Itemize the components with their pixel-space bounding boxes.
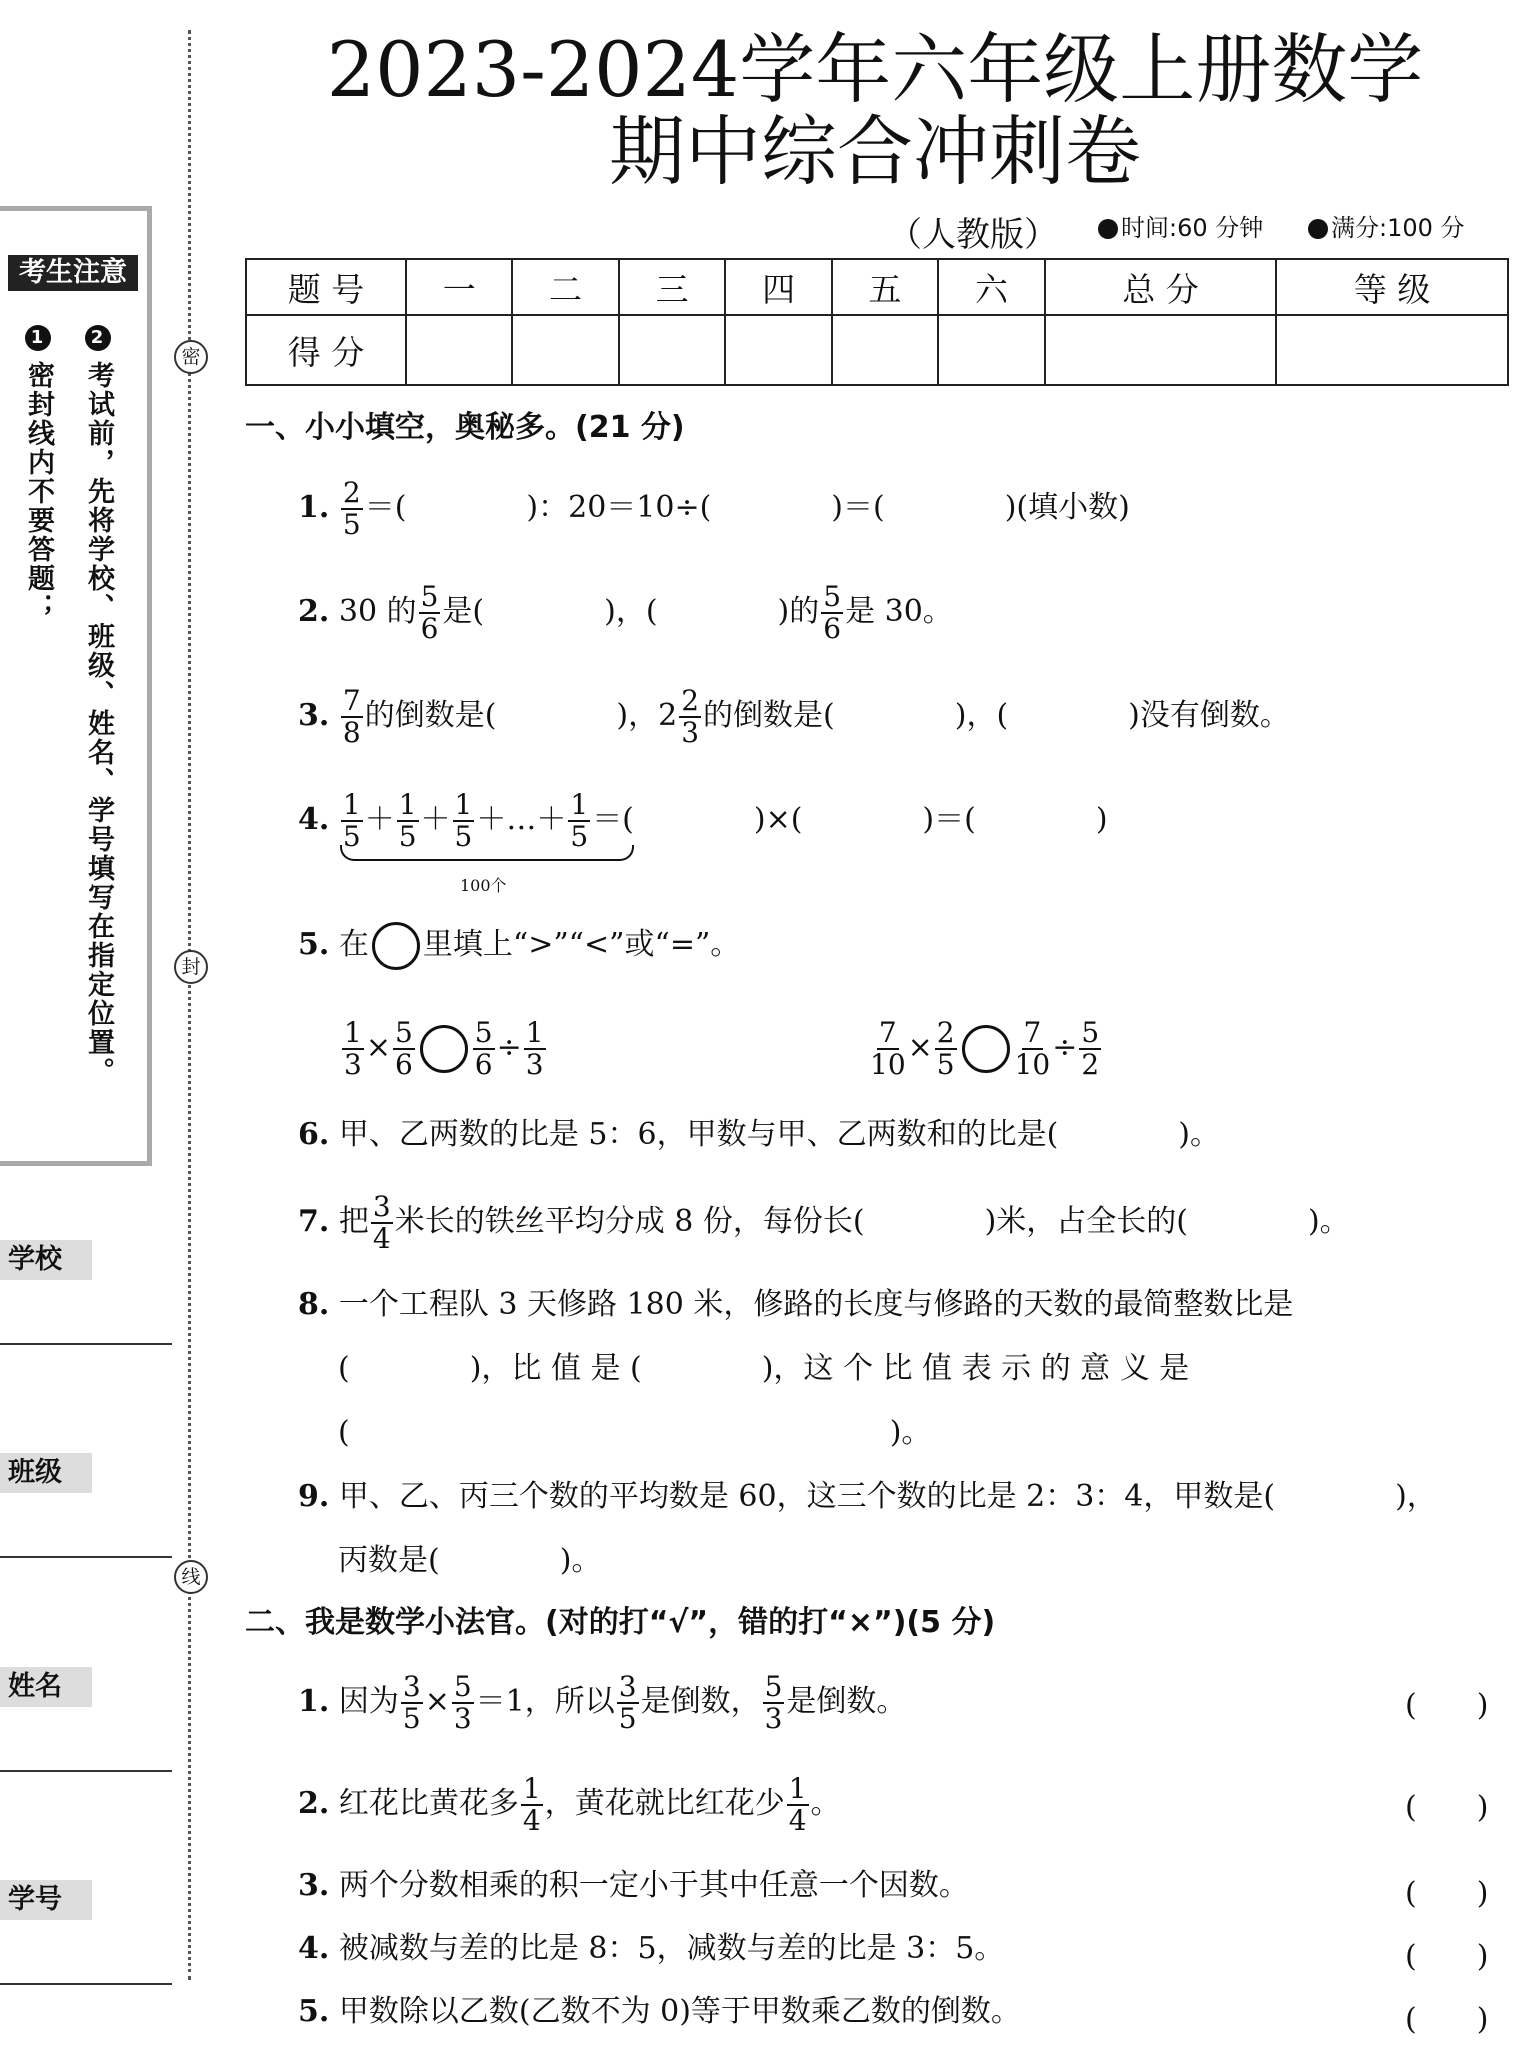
compare-circle[interactable] [962, 1025, 1010, 1073]
table-header: 六 [938, 259, 1044, 315]
school-label: 学校 [0, 1240, 92, 1280]
check-icon [1308, 219, 1328, 239]
question-2-3: 3. 两个分数相乘的积一定小于其中任意一个因数。 [298, 1868, 969, 1903]
compare-circle[interactable] [420, 1025, 468, 1073]
time-info: 时间:60 分钟 [1098, 208, 1263, 243]
score-cell[interactable] [938, 315, 1044, 385]
answer-box[interactable]: ( ) [1405, 2002, 1489, 2037]
question-2-4: 4. 被减数与差的比是 8：5，减数与差的比是 3：5。 [298, 1931, 1005, 1966]
edition-label: （人教版） [888, 215, 1058, 255]
table-header: 总 分 [1045, 259, 1277, 315]
question-1-9: 9. 甲、乙、丙三个数的平均数是 60，这三个数的比是 2：3：4，甲数是( )， [298, 1479, 1437, 1514]
title-line-2: 期中综合冲刺卷 [609, 107, 1141, 196]
score-cell[interactable] [832, 315, 938, 385]
table-header: 一 [406, 259, 512, 315]
student-id-label: 学号 [0, 1880, 92, 1920]
fraction: $\frac{2}{5}$ [342, 476, 361, 541]
class-label: 班级 [0, 1453, 92, 1493]
seal-char-mi: 密 [174, 340, 208, 374]
class-field[interactable] [0, 1556, 172, 1558]
name-field[interactable] [0, 1770, 172, 1772]
question-1-8-line3: ( )。 [338, 1415, 932, 1450]
fraction: $\frac{7}{8}$ [342, 684, 361, 749]
question-1-5: 5. 在 里填上“>”“<”或“=”。 [298, 922, 740, 970]
section-2-title: 二、我是数学小法官。(对的打“√”，错的打“×”)(5 分) [245, 1605, 996, 1640]
notice-item-2: 2考试前，先将学校、班级、姓名、学号填写在指定位置。 [83, 327, 114, 1086]
fraction: $\frac{2}{3}$ [681, 684, 700, 749]
fraction: $\frac{1}{5}$ [342, 788, 361, 853]
circle-icon [372, 922, 420, 970]
name-label: 姓名 [0, 1667, 92, 1707]
number-1-icon: 1 [25, 325, 51, 351]
question-1-3: 3. $\frac{7}{8}$ 的倒数是( )，2 $\frac{2}{3}$ 的倒数是( )，( )没有倒数。 [298, 684, 1290, 749]
notice-item-1: 1密封线内不要答题； [23, 327, 54, 622]
answer-box[interactable]: ( ) [1405, 1939, 1489, 1974]
question-1-6: 6. 甲、乙两数的比是 5：6，甲数与甲、乙两数和的比是( )。 [298, 1117, 1220, 1152]
score-cell[interactable] [1276, 315, 1508, 385]
question-1-2: 2. 30 的 $\frac{5}{6}$ 是( )，( )的 $\frac{5}{6}$ 是 30。 [298, 580, 953, 645]
fraction: $\frac{1}{5}$ [398, 788, 417, 853]
score-cell[interactable] [1045, 315, 1277, 385]
fraction: $\frac{5}{6}$ [420, 580, 439, 645]
question-1-1: 1. $\frac{2}{5}$ ＝( )：20＝10÷( )＝( )(填小数) [298, 476, 1130, 541]
fraction: $\frac{5}{6}$ [823, 580, 842, 645]
seal-char-xian: 线 [174, 1560, 208, 1594]
question-2-1: 1. 因为 $\frac{3}{5}$ × $\frac{5}{3}$ ＝1，所以 $\frac{3}{5}$ 是倒数， $\frac{5}{3}$ 是倒数。 [298, 1670, 907, 1735]
question-2-2: 2. 红花比黄花多 $\frac{1}{4}$ ，黄花就比红花少 $\frac{1}{4}$ 。 [298, 1772, 841, 1837]
seal-char-feng: 封 [174, 950, 208, 984]
table-header: 二 [512, 259, 618, 315]
score-table [245, 258, 1509, 386]
question-1-8-line2: ( )，比 值 是 ( )，这 个 比 值 表 示 的 意 义 是 [338, 1351, 1190, 1386]
underbrace [340, 845, 634, 861]
section-1-title: 一、小小填空，奥秘多。(21 分) [245, 410, 685, 445]
compare-expression-left: $\frac{1}{3}$ × $\frac{5}{6}$ $\frac{5}{6}$ ÷ $\frac{1}{3}$ [344, 1016, 544, 1081]
school-field[interactable] [0, 1343, 172, 1345]
brace-label: 100个 [460, 876, 507, 895]
notice-title: 考生注意 [8, 255, 138, 291]
clock-icon [1098, 219, 1118, 239]
answer-box[interactable]: ( ) [1405, 1876, 1489, 1911]
score-cell[interactable] [725, 315, 831, 385]
score-cell[interactable] [619, 315, 725, 385]
table-header: 等 级 [1276, 259, 1508, 315]
compare-expression-right: $\frac{7}{10}$ × $\frac{2}{5}$ $\frac{7}{10}$ ÷ $\frac{5}{2}$ [870, 1016, 1100, 1081]
seal-line [188, 30, 191, 1980]
question-1-8: 8. 一个工程队 3 天修路 180 米，修路的长度与修路的天数的最简整数比是 [298, 1287, 1294, 1322]
full-score-info: 满分:100 分 [1308, 208, 1465, 243]
number-2-icon: 2 [85, 325, 111, 351]
question-1-9-line2: 丙数是( )。 [338, 1543, 602, 1578]
score-cell[interactable] [512, 315, 618, 385]
fraction: $\frac{3}{4}$ [372, 1190, 391, 1255]
question-1-7: 7. 把 $\frac{3}{4}$ 米长的铁丝平均分成 8 份，每份长( )米，占全长的( )。 [298, 1190, 1350, 1255]
student-id-field[interactable] [0, 1983, 172, 1985]
table-header: 三 [619, 259, 725, 315]
score-cell[interactable] [406, 315, 512, 385]
answer-box[interactable]: ( ) [1405, 1688, 1489, 1723]
title-line-1: 2023-2024学年六年级上册数学 [326, 25, 1424, 114]
score-row-label: 得 分 [246, 315, 406, 385]
answer-box[interactable]: ( ) [1405, 1790, 1489, 1825]
fraction: $\frac{1}{5}$ [454, 788, 473, 853]
question-2-5: 5. 甲数除以乙数(乙数不为 0)等于甲数乘乙数的倒数。 [298, 1994, 1021, 2029]
question-1-4: 4. $\frac{1}{5}$ ＋ $\frac{1}{5}$ ＋ $\frac{1}{5}$ ＋…＋ $\frac{1}{5}$ ＝( )×( )＝( ) [298, 788, 1108, 853]
table-header: 四 [725, 259, 831, 315]
fraction: $\frac{1}{5}$ [570, 788, 589, 853]
table-header: 题 号 [246, 259, 406, 315]
table-header: 五 [832, 259, 938, 315]
